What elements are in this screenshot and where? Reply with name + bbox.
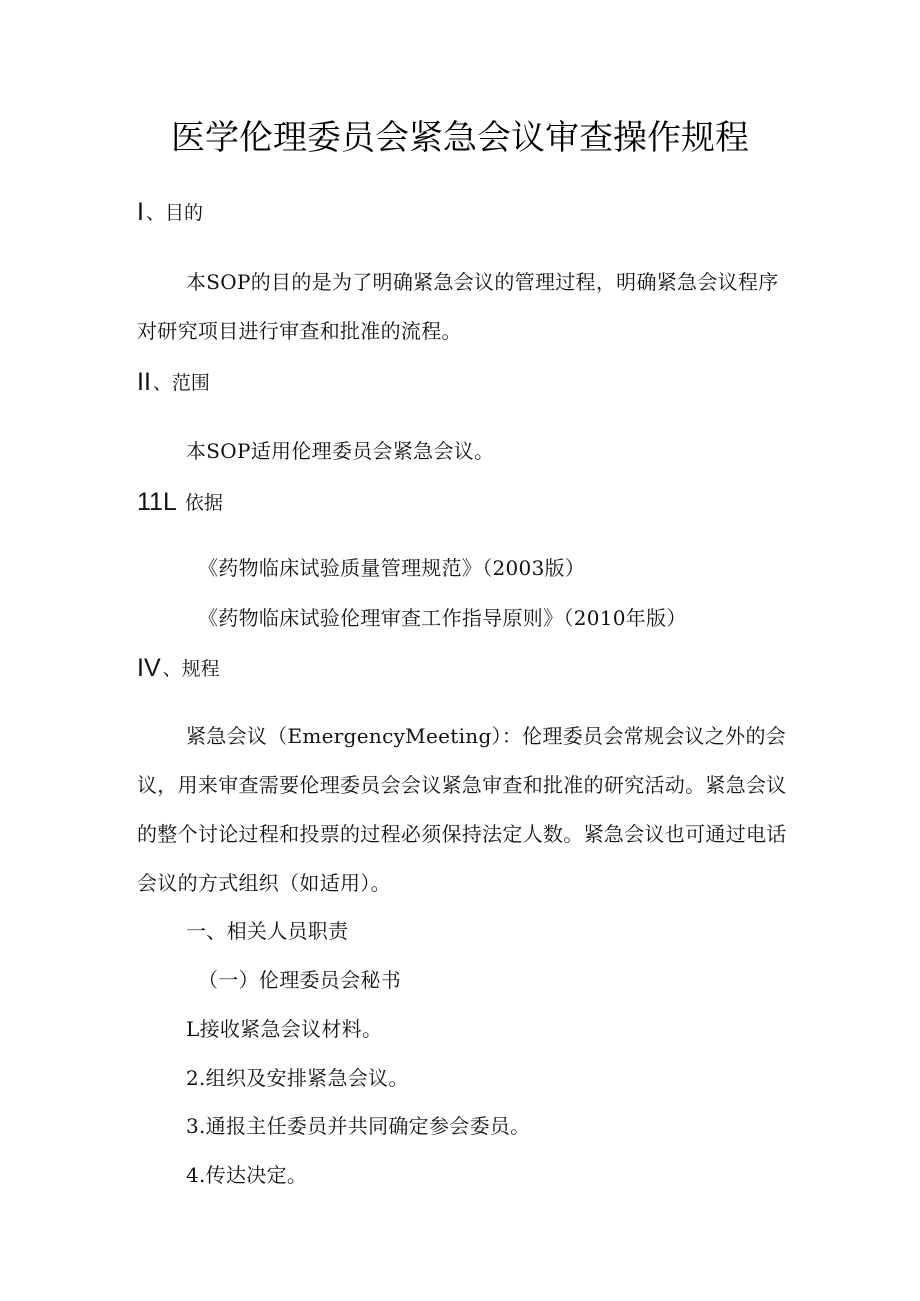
- duty-item-4: 4.传达决定。: [186, 1163, 308, 1187]
- section-number: IV: [137, 654, 161, 682]
- section-label: 目的: [164, 202, 203, 224]
- section-number: 11L: [137, 488, 177, 516]
- purpose-line-1: 本SOP的目的是为了明确紧急会议的管理过程，明确紧急会议程序: [186, 270, 779, 294]
- sub-heading-responsibilities: 一、相关人员职责: [186, 919, 349, 943]
- section-separator: 、: [145, 202, 165, 224]
- section-label: 依据: [184, 492, 223, 514]
- section-heading-scope: [137, 368, 210, 397]
- section-separator: 、: [152, 372, 172, 394]
- duty-item-1: L接收紧急会议材料。: [186, 1017, 383, 1041]
- rules-line-2: 议，用来审查需要伦理委员会会议紧急审查和批准的研究活动。紧急会议: [137, 773, 787, 797]
- section-label: 范围: [171, 372, 210, 394]
- section-heading-purpose: [137, 198, 203, 227]
- rules-line-4: 会议的方式组织（如适用）。: [137, 871, 391, 895]
- scope-line: 本SOP适用伦理委员会紧急会议。: [186, 439, 495, 463]
- duty-item-2: 2.组织及安排紧急会议。: [186, 1066, 409, 1090]
- rules-line-3: 的整个讨论过程和投票的过程必须保持法定人数。紧急会议也可通过电话: [137, 822, 787, 846]
- rules-line-1: 紧急会议（EmergencyMeeting）：伦理委员会常规会议之外的会: [186, 724, 787, 748]
- purpose-line-2: 对研究项目进行审查和批准的流程。: [137, 319, 462, 343]
- section-number: I: [137, 198, 144, 226]
- basis-line-2: 《药物临床试验伦理审查工作指导原则》（2010年版）: [198, 606, 687, 630]
- section-label: 规程: [181, 658, 220, 680]
- section-heading-rules: [137, 654, 220, 683]
- sub-sub-heading-secretary: （一）伦理委员会秘书: [198, 968, 401, 992]
- basis-line-1: 《药物临床试验质量管理规范》（2003版）: [198, 556, 586, 580]
- duty-item-3: 3.通报主任委员并共同确定参会委员。: [186, 1114, 531, 1138]
- section-number: II: [137, 368, 151, 396]
- section-heading-basis: [137, 488, 223, 517]
- document-title: 医学伦理委员会紧急会议审查操作规程: [171, 118, 749, 158]
- section-separator: 、: [162, 658, 182, 680]
